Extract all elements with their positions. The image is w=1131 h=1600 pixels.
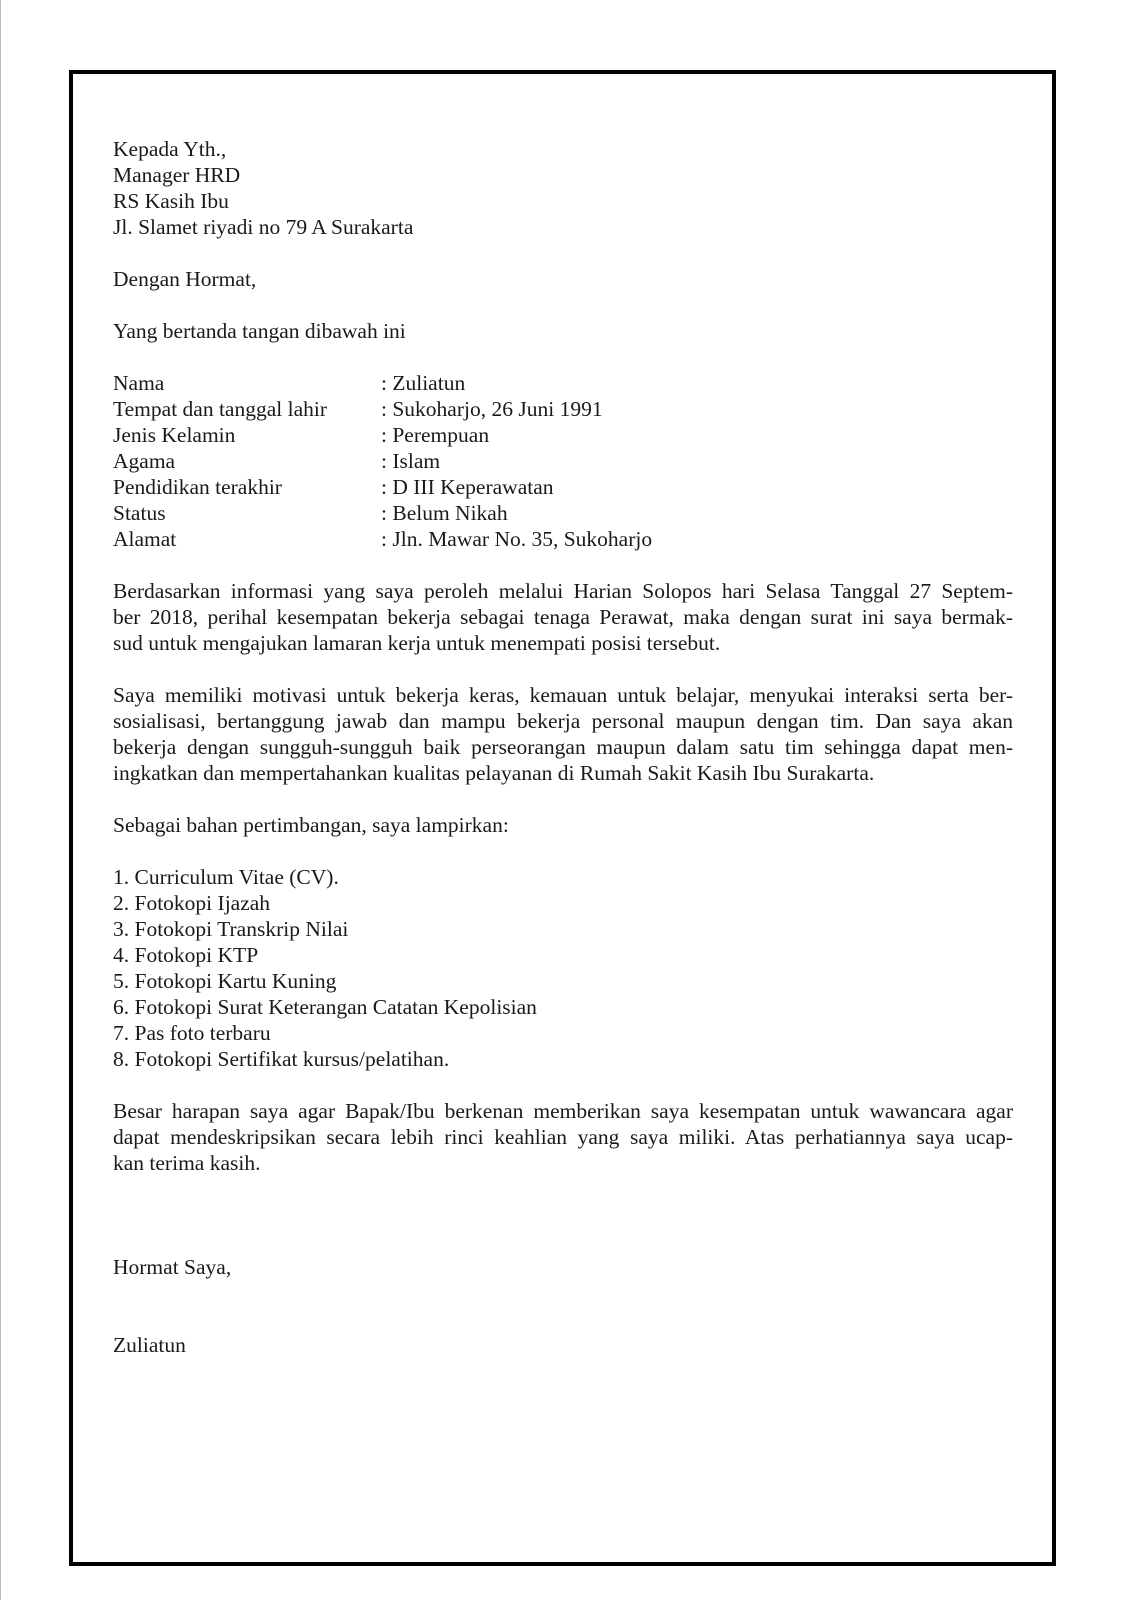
attachments-intro: Sebagai bahan pertimbangan, saya lampirkan: xyxy=(113,813,509,837)
detail-row xyxy=(113,448,1013,474)
paragraph-line: sosialisasi, bertanggung jawab dan mampu bekerja personal maupun dengan tim. Dan saya akan xyxy=(113,709,1013,733)
detail-label: Status xyxy=(113,501,166,525)
detail-row xyxy=(113,370,1013,396)
detail-label: Jenis Kelamin xyxy=(113,423,236,447)
paragraph-motivation xyxy=(113,682,1013,786)
detail-row xyxy=(113,500,1013,526)
signature-name: Zuliatun xyxy=(113,1333,186,1357)
list-item: 8. Fotokopi Sertifikat kursus/pelatihan. xyxy=(113,1047,450,1071)
detail-label: Tempat dan tanggal lahir xyxy=(113,397,328,421)
letter-body xyxy=(113,136,1013,1358)
detail-row xyxy=(113,422,1013,448)
recipient-line: Manager HRD xyxy=(113,163,241,187)
paragraph-line: sud untuk mengajukan lamaran kerja untuk menempati posisi tersebut. xyxy=(113,631,721,655)
recipient-address: Jl. Slamet riyadi no 79 A Surakarta xyxy=(113,215,414,239)
paragraph-line: ber 2018, perihal kesempatan bekerja sebagai tenaga Perawat, maka dengan surat ini saya bermak- xyxy=(113,605,1013,629)
paragraph-line: Saya memiliki motivasi untuk bekerja keras, kemauan untuk belajar, menyukai interaksi serta ber- xyxy=(113,683,1013,707)
intro-line: Yang bertanda tangan dibawah ini xyxy=(113,319,406,343)
closing-salutation: Hormat Saya, xyxy=(113,1255,232,1279)
detail-row xyxy=(113,526,1013,552)
detail-label: Alamat xyxy=(113,527,177,551)
detail-value: : Sukoharjo, 26 Juni 1991 xyxy=(381,397,603,421)
detail-value: : Jln. Mawar No. 35, Sukoharjo xyxy=(381,527,653,551)
list-item: 2. Fotokopi Ijazah xyxy=(113,891,271,915)
detail-label: Agama xyxy=(113,449,176,473)
attachments-list xyxy=(113,864,1013,1072)
greeting: Dengan Hormat, xyxy=(113,267,257,291)
list-item: 6. Fotokopi Surat Keterangan Catatan Kepolisian xyxy=(113,995,537,1019)
list-item: 3. Fotokopi Transkrip Nilai xyxy=(113,917,349,941)
list-item: 4. Fotokopi KTP xyxy=(113,943,259,967)
paragraph-closing-request xyxy=(113,1098,1013,1176)
applicant-details xyxy=(113,370,1013,552)
detail-label: Pendidikan terakhir xyxy=(113,475,282,499)
paragraph-line: kan terima kasih. xyxy=(113,1151,261,1175)
paragraph-line: Besar harapan saya agar Bapak/Ibu berkenan memberikan saya kesempatan untuk wawancara agar xyxy=(113,1099,1013,1123)
detail-value: : Belum Nikah xyxy=(381,501,508,525)
detail-value: : Islam xyxy=(381,449,441,473)
paragraph-line: bekerja dengan sungguh-sungguh baik perseorangan maupun dalam satu tim sehingga dapat men- xyxy=(113,735,1013,759)
detail-row xyxy=(113,396,1013,422)
detail-value: : Perempuan xyxy=(381,423,490,447)
detail-row xyxy=(113,474,1013,500)
list-item: 7. Pas foto terbaru xyxy=(113,1021,271,1045)
page-edge-line xyxy=(0,0,1,1600)
detail-value: : D III Keperawatan xyxy=(381,475,554,499)
paragraph-vacancy-source xyxy=(113,578,1013,656)
list-item: 5. Fotokopi Kartu Kuning xyxy=(113,969,337,993)
detail-value: : Zuliatun xyxy=(381,371,466,395)
list-item: 1. Curriculum Vitae (CV). xyxy=(113,865,339,889)
recipient-line: RS Kasih Ibu xyxy=(113,189,229,213)
detail-label: Nama xyxy=(113,371,165,395)
paragraph-line: Berdasarkan informasi yang saya peroleh melalui Harian Solopos hari Selasa Tanggal 27 Septem- xyxy=(113,579,1013,603)
recipient-block xyxy=(113,136,1013,240)
paragraph-line: dapat mendeskripsikan secara lebih rinci keahlian yang saya miliki. Atas perhatiannya saya ucap- xyxy=(113,1125,1013,1149)
recipient-line: Kepada Yth., xyxy=(113,137,227,161)
paragraph-line: ingkatkan dan mempertahankan kualitas pelayanan di Rumah Sakit Kasih Ibu Surakarta. xyxy=(113,761,875,785)
